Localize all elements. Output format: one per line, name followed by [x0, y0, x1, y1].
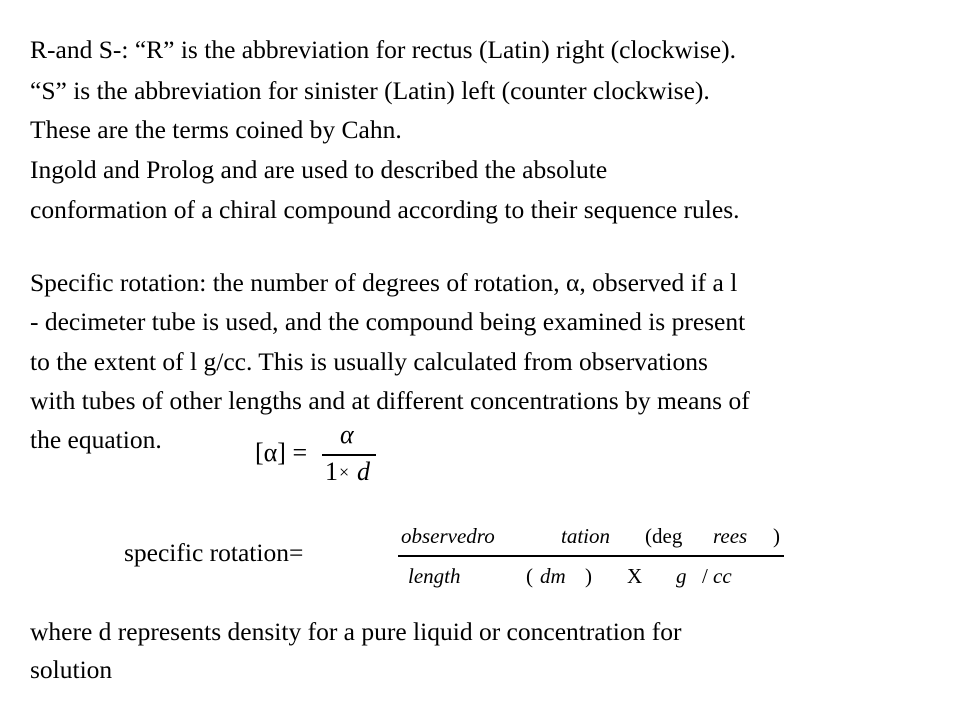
denominator-part: g	[676, 564, 687, 588]
denominator-part: length	[408, 564, 461, 588]
text-line: conformation of a chiral compound according to their sequence rules.	[30, 195, 740, 224]
equation-times-sign: ×	[339, 462, 350, 482]
denominator-part: X	[627, 564, 643, 588]
numerator-part: (deg	[645, 524, 683, 548]
denominator-part: )	[585, 564, 592, 588]
text-line: with tubes of other lengths and at different concentrations by means of	[30, 386, 750, 415]
equation-denominator-d: d	[357, 457, 370, 486]
text-line: Specific rotation: the number of degrees of rotation, α, observed if a l	[30, 268, 738, 297]
text-line: These are the terms coined by Cahn.	[30, 115, 402, 144]
numerator-part: tation	[561, 524, 611, 548]
text-line: where d represents density for a pure liquid or concentration for	[30, 617, 682, 646]
denominator-part: /	[702, 564, 708, 588]
numerator-part: observedro	[401, 524, 495, 548]
equation-numerator: α	[340, 420, 354, 449]
numerator-part: )	[773, 524, 780, 548]
equation-label: specific rotation=	[124, 538, 304, 567]
fraction-bar	[398, 555, 784, 557]
denominator-part: cc	[713, 564, 732, 588]
numerator-part: rees	[713, 524, 748, 548]
denominator-part: (	[526, 564, 533, 588]
equation-lhs: [α] =	[255, 438, 308, 467]
text-line: R-and S-: “R” is the abbreviation for rectus (Latin) right (clockwise).	[30, 35, 736, 64]
text-line: to the extent of l g/cc. This is usually calculated from observations	[30, 347, 708, 376]
equation-denominator-one: 1	[325, 457, 338, 486]
denominator-part: dm	[540, 564, 566, 588]
fraction-bar	[322, 454, 376, 456]
text-line: solution	[30, 655, 113, 684]
text-line: Ingold and Prolog and are used to described the absolute	[30, 155, 608, 184]
text-line: the equation.	[30, 425, 162, 454]
text-line: - decimeter tube is used, and the compound being examined is present	[30, 307, 746, 336]
text-line: “S” is the abbreviation for sinister (Latin) left (counter clockwise).	[30, 76, 710, 105]
